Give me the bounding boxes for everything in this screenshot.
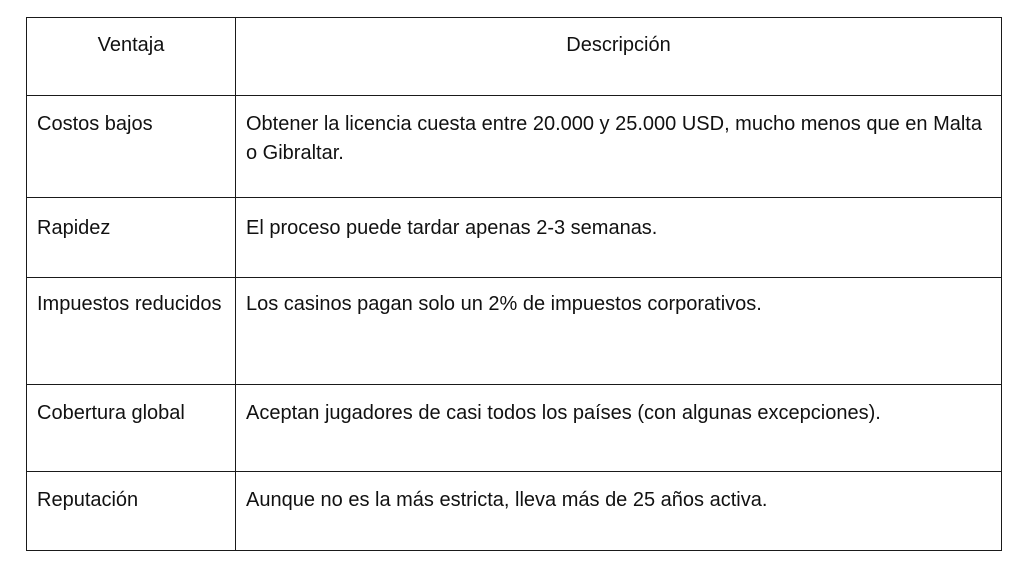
table-row: [27, 198, 1002, 278]
table-row: [27, 278, 1002, 385]
table-row: [27, 96, 1002, 198]
cell-advantage: Reputación: [27, 472, 236, 551]
header-advantage: Ventaja: [27, 18, 236, 96]
cell-description: Los casinos pagan solo un 2% de impuestos corporativos.: [236, 278, 1002, 385]
cell-advantage: Impuestos reducidos: [27, 278, 236, 385]
header-description: Descripción: [236, 18, 1002, 96]
cell-advantage: Rapidez: [27, 198, 236, 278]
header-row: [27, 18, 1002, 96]
cell-description: Aceptan jugadores de casi todos los países (con algunas excepciones).: [236, 385, 1002, 472]
advantages-table: [26, 17, 1002, 551]
table-row: [27, 385, 1002, 472]
cell-description: Obtener la licencia cuesta entre 20.000 y 25.000 USD, mucho menos que en Malta o Gibraltar.: [236, 96, 1002, 198]
cell-description: El proceso puede tardar apenas 2-3 semanas.: [236, 198, 1002, 278]
cell-description: Aunque no es la más estricta, lleva más de 25 años activa.: [236, 472, 1002, 551]
table-row: [27, 472, 1002, 551]
cell-advantage: Cobertura global: [27, 385, 236, 472]
cell-advantage: Costos bajos: [27, 96, 236, 198]
